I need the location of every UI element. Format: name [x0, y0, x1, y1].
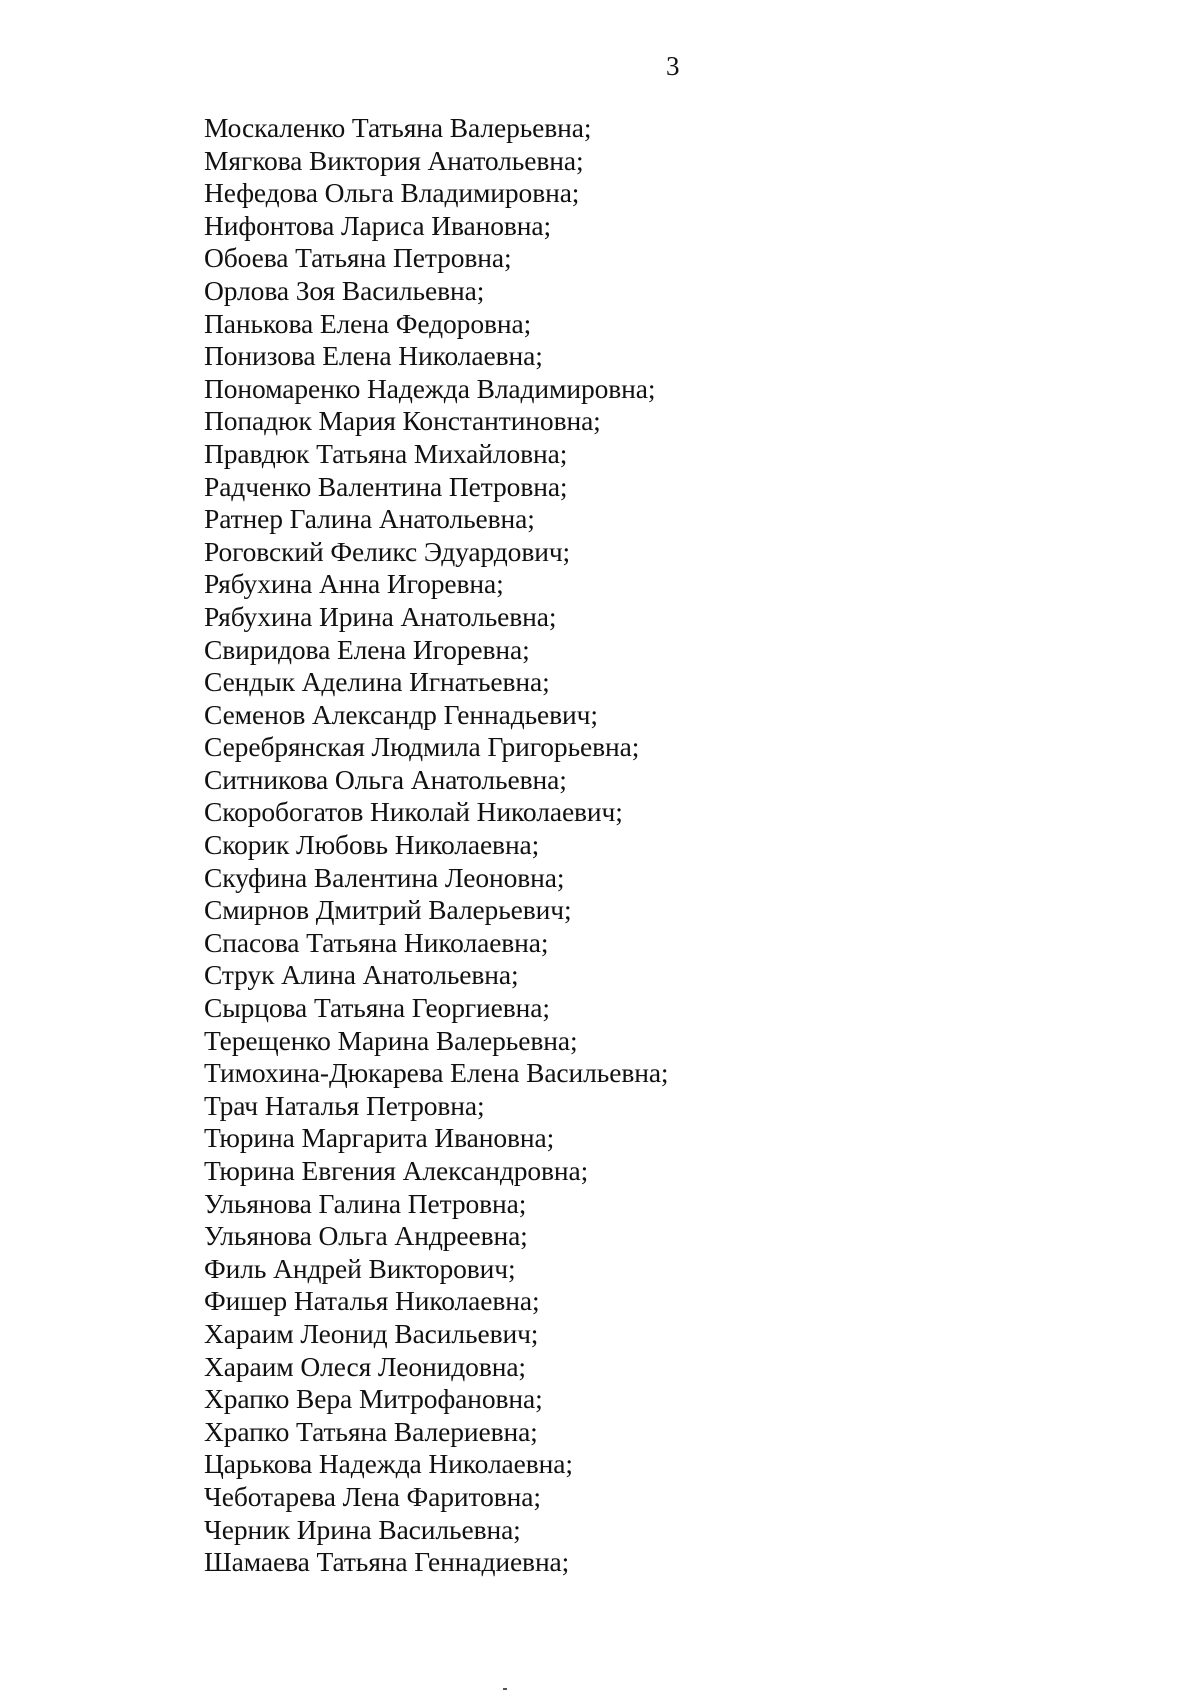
- list-item: Мягкова Виктория Анатольевна;: [204, 144, 584, 176]
- list-item: Серебрянская Людмила Григорьевна;: [204, 731, 640, 763]
- list-item: Правдюк Татьяна Михайловна;: [204, 437, 568, 469]
- list-item: Скорик Любовь Николаевна;: [204, 829, 540, 861]
- list-item: Москаленко Татьяна Валерьевна;: [204, 112, 592, 143]
- list-item: Трач Наталья Петровна;: [204, 1089, 485, 1121]
- list-item: Нифонтова Лариса Ивановна;: [204, 209, 552, 241]
- list-item: Царькова Надежда Николаевна;: [204, 1448, 573, 1480]
- list-item: Черник Ирина Васильевна;: [204, 1513, 521, 1545]
- list-item: Понизова Елена Николаевна;: [204, 340, 543, 372]
- list-item: Свиридова Елена Игоревна;: [204, 633, 530, 665]
- list-item: Ратнер Галина Анатольевна;: [204, 503, 535, 535]
- list-item: Чеботарева Лена Фаритовна;: [204, 1480, 541, 1512]
- list-item: Ульянова Галина Петровна;: [204, 1187, 527, 1219]
- list-item: Хараим Олеся Леонидовна;: [204, 1350, 526, 1382]
- list-item: Ульянова Ольга Андреевна;: [204, 1220, 528, 1252]
- list-item: Рябухина Ирина Анатольевна;: [204, 600, 557, 632]
- list-item: Панькова Елена Федоровна;: [204, 307, 532, 339]
- list-item: Храпко Вера Митрофановна;: [204, 1383, 543, 1415]
- list-item: Скуфина Валентина Леоновна;: [204, 861, 565, 893]
- list-item: Сырцова Татьяна Георгиевна;: [204, 992, 550, 1024]
- list-item: Радченко Валентина Петровна;: [204, 470, 568, 502]
- list-item: Скоробогатов Николай Николаевич;: [204, 796, 623, 828]
- list-item: Пономаренко Надежда Владимировна;: [204, 372, 656, 404]
- list-item: Сендык Аделина Игнатьевна;: [204, 666, 550, 698]
- page-number: 3: [666, 51, 680, 81]
- list-item: Семенов Александр Геннадьевич;: [204, 698, 598, 730]
- list-item: Нефедова Ольга Владимировна;: [204, 177, 580, 209]
- list-item: Струк Алина Анатольевна;: [204, 959, 519, 991]
- list-item: Смирнов Дмитрий Валерьевич;: [204, 894, 572, 926]
- name-list: [204, 112, 668, 1579]
- list-item: Тюрина Маргарита Ивановна;: [204, 1122, 555, 1154]
- list-item: Фишер Наталья Николаевна;: [204, 1285, 540, 1317]
- list-item: Роговский Феликс Эдуардович;: [204, 535, 571, 567]
- list-item: Филь Андрей Викторович;: [204, 1252, 516, 1284]
- list-item: Хараим Леонид Васильевич;: [204, 1317, 539, 1349]
- list-item: Тимохина-Дюкарева Елена Васильевна;: [204, 1057, 669, 1089]
- scan-mark: [503, 1688, 507, 1690]
- list-item: Рябухина Анна Игоревна;: [204, 568, 504, 600]
- list-item: Храпко Татьяна Валериевна;: [204, 1415, 538, 1447]
- list-item: Попадюк Мария Константиновна;: [204, 405, 601, 437]
- list-item: Терещенко Марина Валерьевна;: [204, 1024, 578, 1056]
- list-item: Спасова Татьяна Николаевна;: [204, 926, 549, 958]
- list-item: Обоева Татьяна Петровна;: [204, 242, 512, 274]
- list-item: Ситникова Ольга Анатольевна;: [204, 763, 567, 795]
- list-item: Шамаева Татьяна Геннадиевна;: [204, 1546, 570, 1578]
- list-item: Орлова Зоя Васильевна;: [204, 274, 485, 306]
- list-item: Тюрина Евгения Александровна;: [204, 1155, 589, 1186]
